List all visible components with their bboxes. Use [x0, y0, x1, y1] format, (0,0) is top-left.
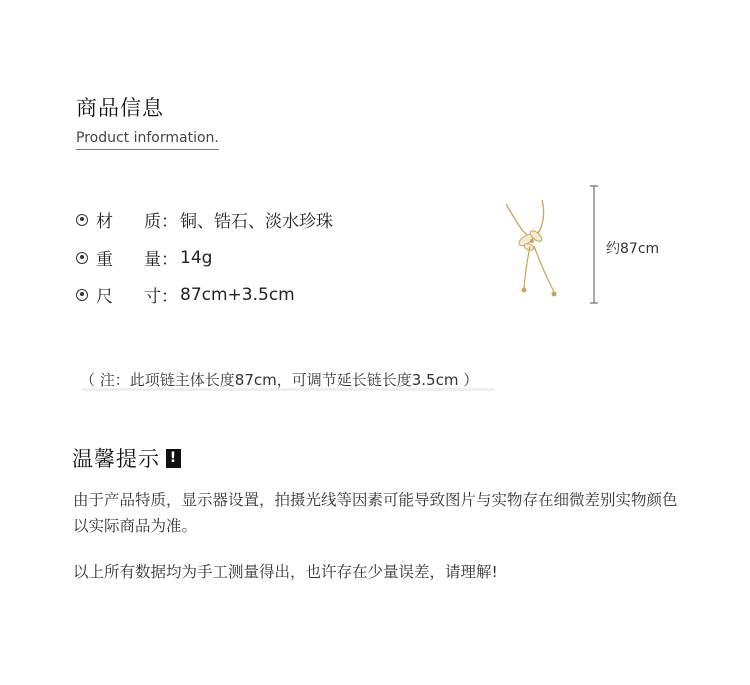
- necklace-image: [496, 196, 566, 300]
- exclamation-icon: !: [166, 449, 181, 468]
- tips-paragraph: 以上所有数据均为手工测量得出，也许存在少量误差，请理解!: [73, 563, 498, 581]
- spec-label: 重 量：: [96, 250, 178, 270]
- section-subtitle: Product information.: [76, 130, 219, 150]
- spec-row-weight: [76, 245, 212, 270]
- size-note: （ 注：此项链主体长度87cm，可调节延长链长度3.5cm ）: [80, 371, 479, 389]
- spec-value: 87cm+3.5cm: [180, 284, 295, 305]
- spec-value: 14g: [180, 247, 213, 268]
- spec-label: 材 质：: [96, 212, 178, 232]
- spec-row-material: [76, 207, 333, 232]
- bullet-icon: [76, 289, 88, 301]
- spec-row-size: [76, 282, 295, 307]
- dimension-label: 约87cm: [606, 241, 660, 257]
- dimension-line-icon: [587, 184, 601, 306]
- bullet-icon: [76, 214, 88, 226]
- section-title: 商品信息: [76, 96, 164, 120]
- tips-title: 温馨提示 !: [72, 443, 181, 473]
- spec-label: 尺 寸：: [96, 287, 178, 307]
- tips-paragraph: 由于产品特质，显示器设置，拍摄光线等因素可能导致图片与实物存在细微差别实物颜色以实际商品为准。: [73, 491, 678, 535]
- spec-value: 铜、锆石、淡水珍珠: [180, 212, 333, 232]
- bullet-icon: [76, 252, 88, 264]
